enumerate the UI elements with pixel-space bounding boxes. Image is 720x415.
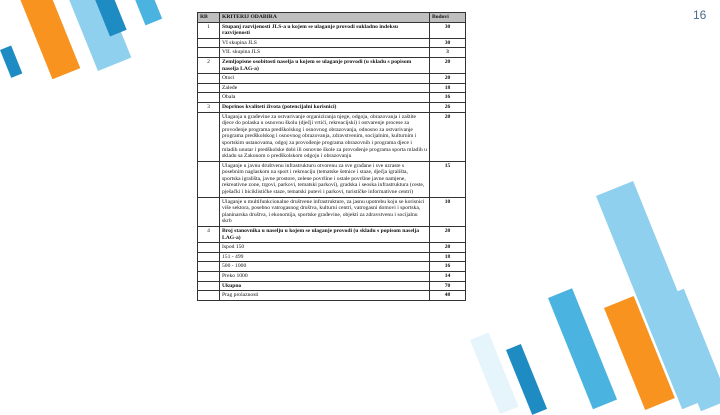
table-row xyxy=(198,22,466,38)
table-row xyxy=(198,252,466,262)
table-row xyxy=(198,227,466,243)
table-row xyxy=(198,262,466,272)
table-row xyxy=(198,74,466,84)
row-points: 20 xyxy=(430,74,466,84)
row-rb xyxy=(198,161,220,197)
row-points: 30 xyxy=(430,22,466,38)
row-rb xyxy=(198,38,220,48)
row-points: 18 xyxy=(430,83,466,93)
row-criterion: Zaleđe xyxy=(220,83,430,93)
row-criterion: Ulaganje u multifunkcionalne društvene infrastrukture, za jasnu upotrebu koju se korisnici više sektora, posebno vatrogasnog društva, kulturni centri, vatrogasni domovi i sportska, planinarska društva, i ekonomija, sportske građevine, objekti za zdravstvenu i socijalnu skrb xyxy=(220,197,430,226)
table-row xyxy=(198,57,466,73)
row-points: 15 xyxy=(430,161,466,197)
header-criteria: KRITERIJ ODABIRA xyxy=(220,13,430,23)
row-criterion: Obala xyxy=(220,93,430,103)
table-row xyxy=(198,83,466,93)
table-row xyxy=(198,93,466,103)
row-rb: 3 xyxy=(198,102,220,112)
row-criterion: Stupanj razvijenosti JLS-a u kojem se ulaganje provodi sukladno indeksu razvijenosti xyxy=(220,22,430,38)
table-row xyxy=(198,243,466,253)
table-row xyxy=(198,161,466,197)
row-rb xyxy=(198,243,220,253)
row-rb xyxy=(198,262,220,272)
decor-stripe-blue-small xyxy=(0,46,22,78)
row-points: 14 xyxy=(430,272,466,282)
table-row xyxy=(198,197,466,226)
slide-number: 16 xyxy=(693,8,707,22)
row-rb xyxy=(198,48,220,58)
row-points: 20 xyxy=(430,227,466,243)
row-rb xyxy=(198,112,220,161)
row-criterion: Broj stanovnika u naselju u kojem se ulaganje provodi (u skladu s popisom naselja LAG-a) xyxy=(220,227,430,243)
row-criterion: Preko 1000 xyxy=(220,272,430,282)
row-criterion: 151 - 499 xyxy=(220,252,430,262)
row-rb xyxy=(198,291,220,301)
row-criterion: Ukupno xyxy=(220,281,430,291)
decor-stripe-orange-left xyxy=(18,0,80,79)
table-row xyxy=(198,291,466,301)
row-rb xyxy=(198,252,220,262)
row-points: 48 xyxy=(430,291,466,301)
row-points: 16 xyxy=(430,93,466,103)
row-criterion: Doprinos kvaliteti života (potencijalni korisnici) xyxy=(220,102,430,112)
row-criterion: 500 - 1000 xyxy=(220,262,430,272)
row-rb: 4 xyxy=(198,227,220,243)
row-criterion: Prag prolaznosti xyxy=(220,291,430,301)
row-rb: 2 xyxy=(198,57,220,73)
header-rb: RB xyxy=(198,13,220,23)
row-points: 3 xyxy=(430,48,466,58)
decor-stripe-sky-left xyxy=(132,0,162,25)
criteria-table xyxy=(197,12,466,301)
row-points: 20 xyxy=(430,57,466,73)
row-rb xyxy=(198,74,220,84)
table-row xyxy=(198,112,466,161)
row-criterion: Ulaganje u javnu društvenu infrastrukturu otvorenu za sve građane i sve uzraste s posebnim naglaskom na sport i rekreaciju (tematske šetnice i staze, dječja igrališta, sportska igrališta, javne prostore, zelene površine i ostale površine javne namjene, rekreativne zone, trgovi, parkovi, tematski parkovi), gradska i seoska infrastruktura (ceste, pješački i biciklističke staze, tematski putevi i parkovi, turističke informativne centri) xyxy=(220,161,430,197)
decor-stripe-white-cut xyxy=(470,333,519,415)
row-rb: 1 xyxy=(198,22,220,38)
row-rb xyxy=(198,281,220,291)
table-row xyxy=(198,102,466,112)
row-criterion: Otoci xyxy=(220,74,430,84)
row-points: 26 xyxy=(430,102,466,112)
row-criterion: Ulaganja u građevine za ostvarivanje organiziranja njege, odgoja, obrazovanja i zaštite djece do polaska u osnovnu školu (dječji vrtići, rekreacijski) i ostvarenje procese za provođenje programa predškolskog i osnovnog obrazovanja, odnosno za ostvarivanje programa predškolskog i osnovnog obrazovanja, zdravstvenim, socijalnim, kulturnim i sportskim ustanovama, odgoj za provođenje programa obrazovnih i programa djece i mladih unutar i predškolske dobi ili osnovne škole za provođenje programa sporta mladih u skladu sa Zakonom o predškolskom odgoju i obrazovanju xyxy=(220,112,430,161)
header-points: Bodovi xyxy=(430,13,466,23)
row-criterion: Zemljopisne osobitosti naselja u kojem se ulaganje provodi (u skladu s popisom naselja LAG-a) xyxy=(220,57,430,73)
row-points: 30 xyxy=(430,38,466,48)
table-row xyxy=(198,48,466,58)
row-points: 20 xyxy=(430,243,466,253)
row-points: 10 xyxy=(430,197,466,226)
table-header-row xyxy=(198,13,466,23)
row-criterion: VII. skupina JLS xyxy=(220,48,430,58)
table-row xyxy=(198,38,466,48)
row-points: 20 xyxy=(430,112,466,161)
criteria-document xyxy=(197,12,466,396)
row-criterion: Ispod 150 xyxy=(220,243,430,253)
row-rb xyxy=(198,272,220,282)
row-rb xyxy=(198,197,220,226)
table-row xyxy=(198,272,466,282)
table-row xyxy=(198,281,466,291)
row-rb xyxy=(198,83,220,93)
row-criterion: VI skupina JLS xyxy=(220,38,430,48)
row-points: 70 xyxy=(430,281,466,291)
row-points: 16 xyxy=(430,262,466,272)
row-rb xyxy=(198,93,220,103)
row-points: 18 xyxy=(430,252,466,262)
